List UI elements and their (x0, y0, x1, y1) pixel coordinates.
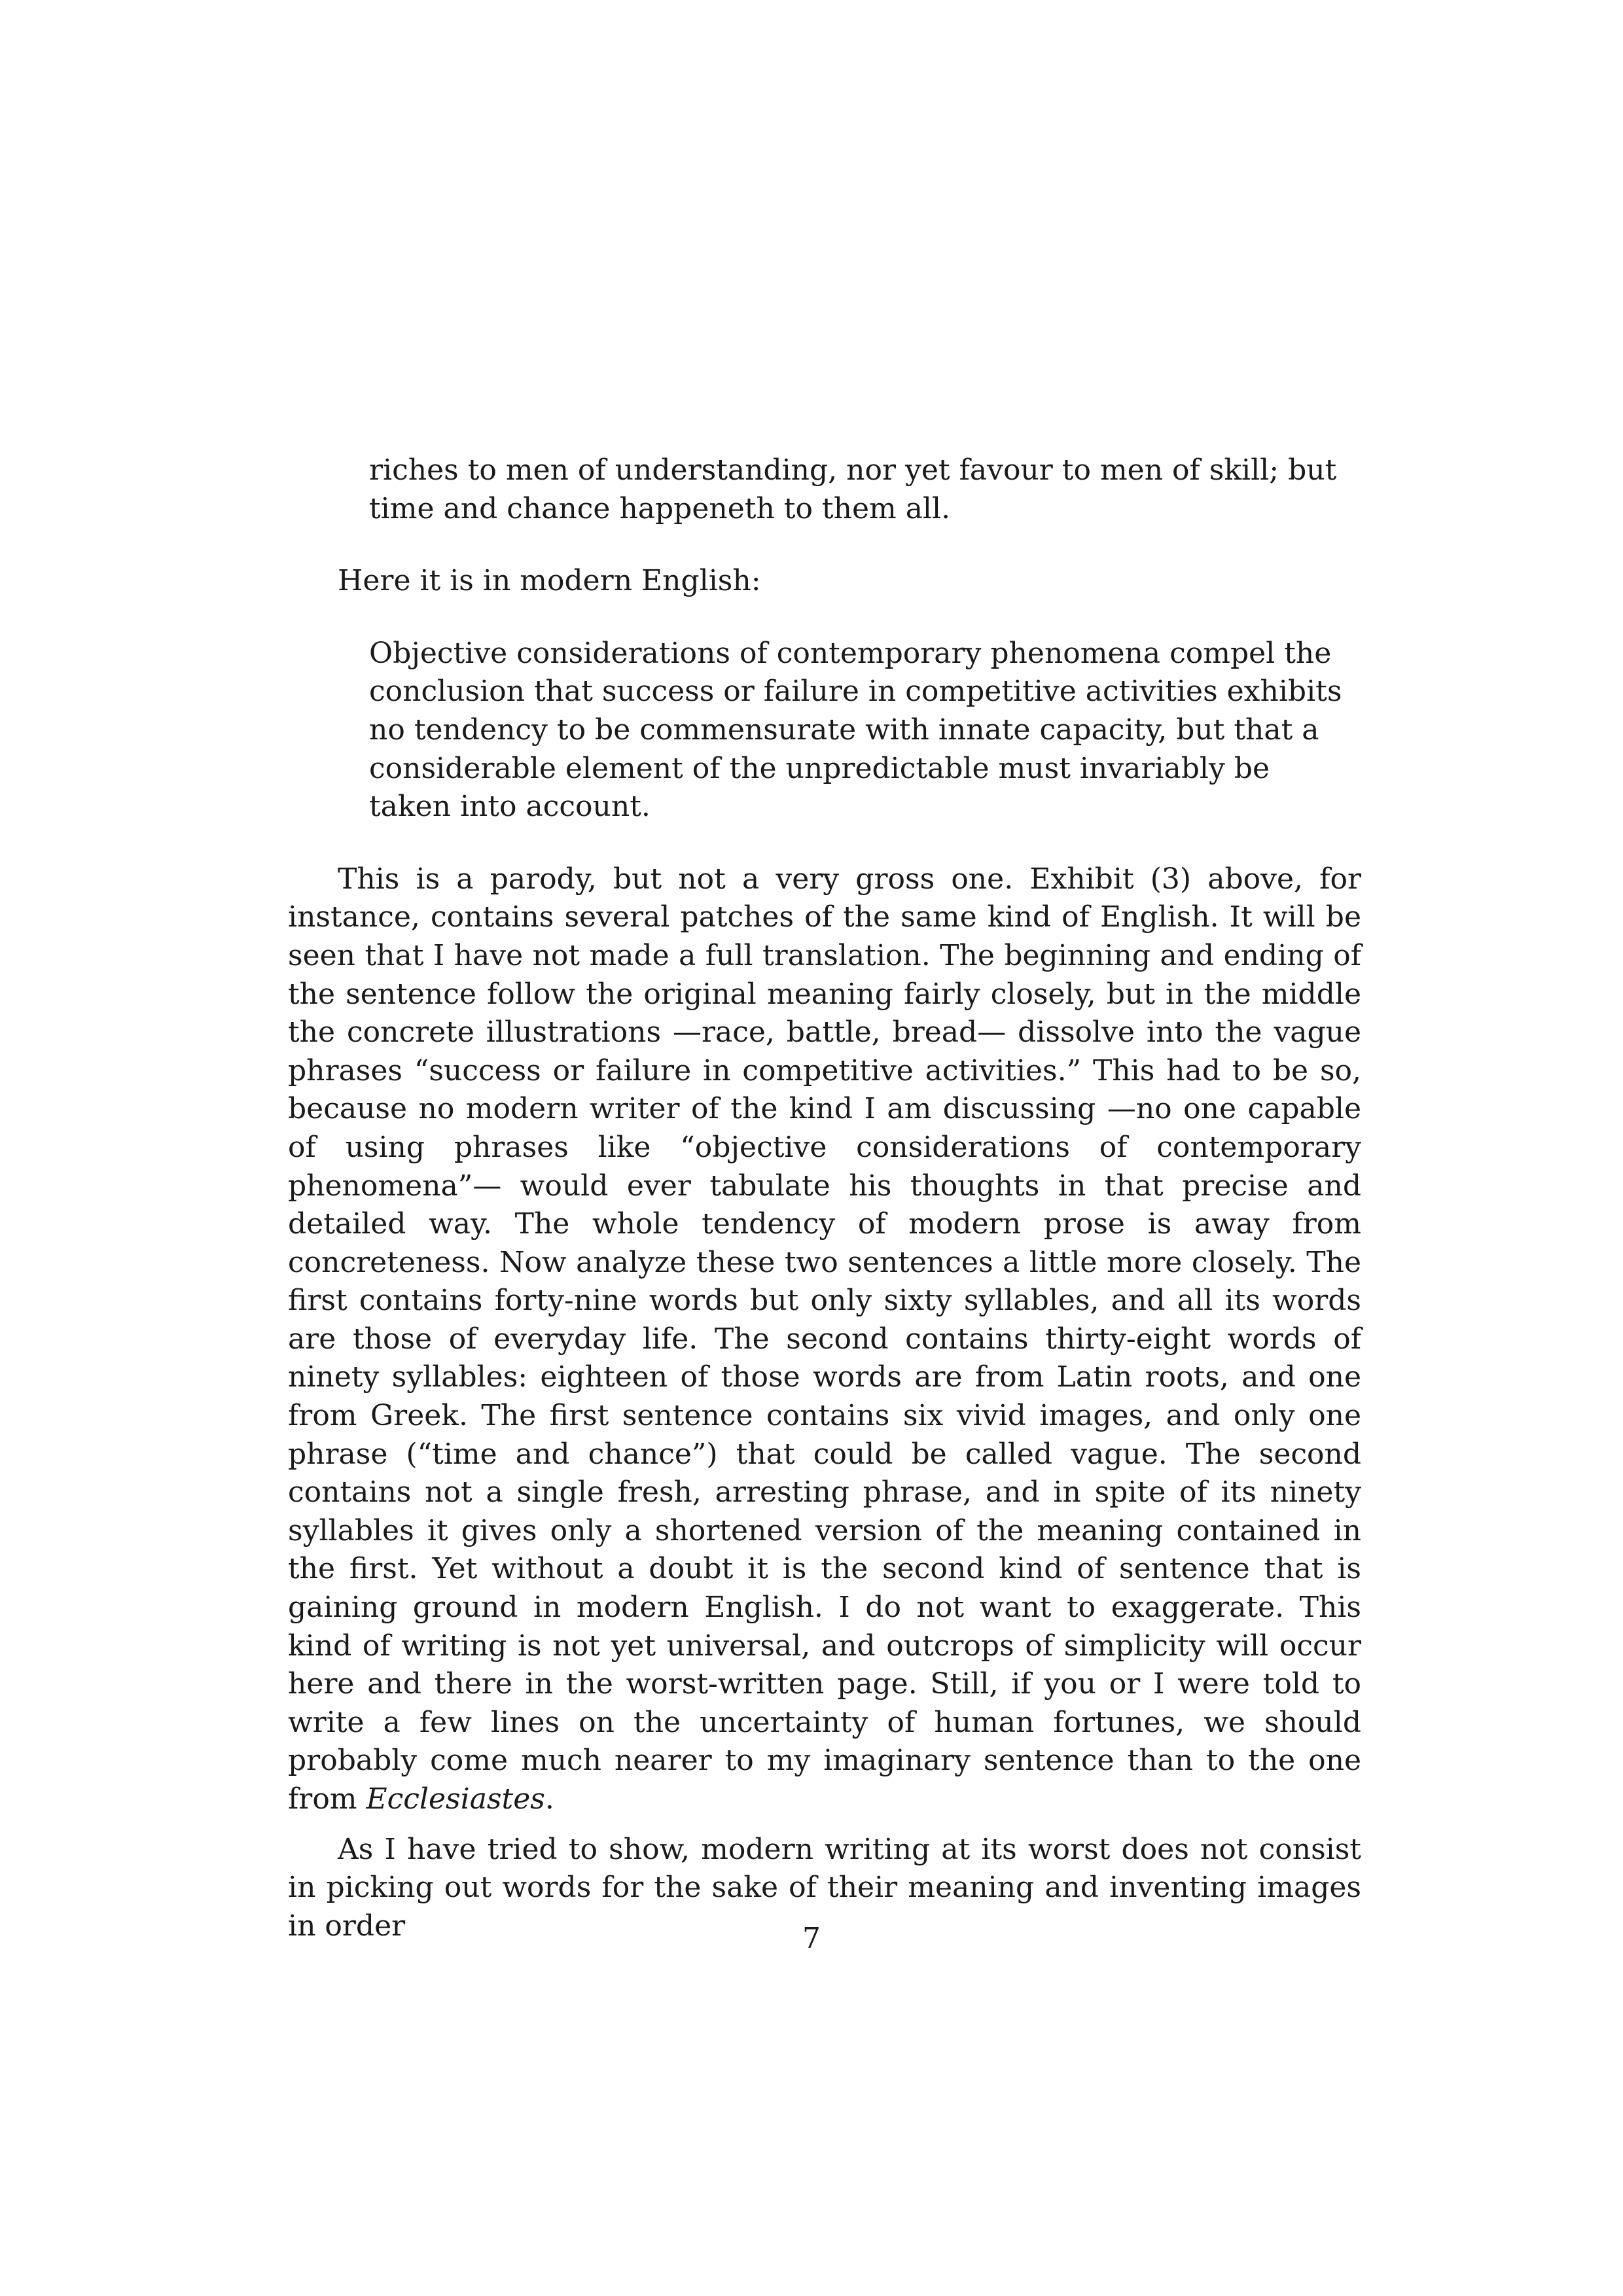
paragraph-end-punctuation: . (544, 1782, 554, 1816)
quote-ecclesiastes-text: riches to men of understanding, nor yet favour to men of skill; but time and chance happeneth to them all. (369, 453, 1337, 525)
quote-modern-text: Objective considerations of contemporary phenomena compel the conclusion that success or failure in competitive activities exhibits no tendency to be commensurate with innate capacity, but that a considerable element of the unpredictable must invariably be taken into account. (369, 636, 1342, 824)
paragraph: As I have tried to show, modern writing at its worst does not consist in picking out words for the sake of their meaning and inventing images in order (288, 1832, 1361, 1943)
paragraph (288, 860, 1361, 1819)
body-text (288, 451, 1361, 1945)
paragraph-text: This is a parody, but not a very gross one. Exhibit (3) above, for instance, contains several patches of the same kind of English. It will be seen that I have not made a full translation. The beginning and ending of the sentence follow the original meaning fairly closely, but in the middle the concrete illustrations —race, battle, bread— dissolve into the vague phrases “success or failure in competitive activities.” This had to be so, because no modern writer of the kind I am discussing —no one capable of using phrases like “objective considerations of contemporary phenomena”— would ever tabulate his thoughts in that precise and detailed way. The whole tendency of modern prose is away from concreteness. Now analyze these two sentences a little more closely. The first contains forty-nine words but only sixty syllables, and all its words are those of everyday life. The second contains thirty-eight words of ninety syllables: eighteen of those words are from Latin roots, and one from Greek. The first sentence contains six vivid images, and only one phrase (“time and chance”) that could be called vague. The second contains not a single fresh, arresting phrase, and in spite of its ninety syllables it gives only a shortened version of the meaning contained in the first. Yet without a doubt it is the second kind of sentence that is gaining ground in modern English. I do not want to exaggerate. This kind of writing is not yet universal, and outcrops of simplicity will occur here and there in the worst-written page. Still, if you or I were told to write a few lines on the uncertainty of human fortunes, we should probably come much nearer to my imaginary sentence than to the one from (288, 862, 1361, 1816)
page-number: 7 (802, 1922, 821, 1955)
intro-line: Here it is in modern English: (338, 564, 761, 598)
block-quote-modern-english (369, 635, 1351, 826)
book-title-italic: Ecclesiastes (366, 1782, 545, 1816)
block-quote-ecclesiastes (369, 451, 1351, 528)
